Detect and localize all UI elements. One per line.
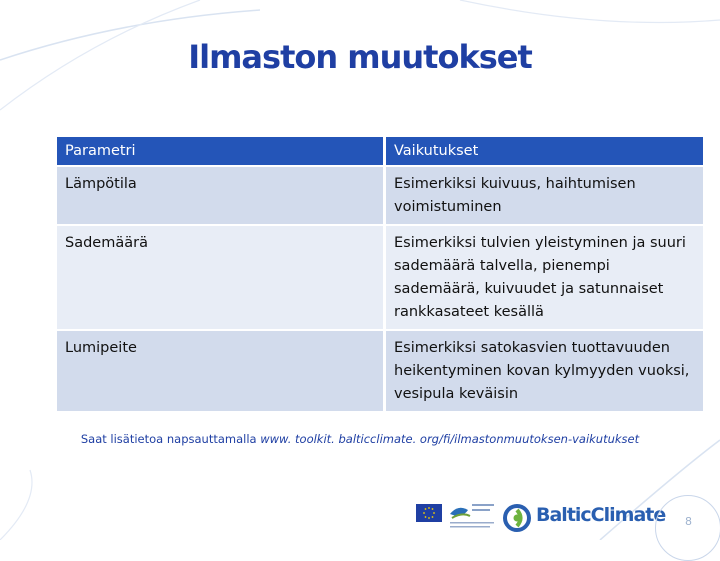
impact-cell: Esimerkiksi kuivuus, haihtumisen voimistuminen (386, 167, 703, 224)
baltic-climate-wordmark: BalticClimate (536, 504, 666, 526)
impact-cell: Esimerkiksi satokasvien tuottavuuden heikentyminen kovan kylmyyden vuoksi, vesipula keväisin (386, 331, 703, 411)
column-header-parameter: Parametri (57, 137, 383, 165)
impact-cell: Esimerkiksi tulvien yleistyminen ja suuri sademäärä talvella, pienempi sademäärä, kuivuudet ja satunnaiset rankkasateet kesällä (386, 226, 703, 329)
more-info-line (0, 432, 720, 446)
more-info-link[interactable]: www. toolkit. balticclimate. org/fi/ilmastonmuutoksen-vaikutukset (260, 432, 640, 446)
baltic-climate-swirl-icon (502, 502, 532, 534)
parameter-cell: Lumipeite (57, 331, 383, 411)
baltic-sea-region-programme-logo (446, 498, 498, 532)
page-number-circle (655, 495, 720, 561)
page-number: 8 (685, 515, 692, 528)
column-header-impacts: Vaikutukset (386, 137, 703, 165)
table-row (57, 167, 703, 224)
table-row (57, 226, 703, 329)
parameter-cell: Lämpötila (57, 167, 383, 224)
slide-title: Ilmaston muutokset (188, 38, 532, 76)
baltic-climate-logo (502, 500, 666, 536)
climate-impact-table (54, 135, 706, 413)
eu-flag-logo (416, 504, 442, 522)
table-header-row (57, 137, 703, 165)
parameter-cell: Sademäärä (57, 226, 383, 329)
more-info-prefix: Saat lisätietoa napsauttamalla (80, 432, 257, 446)
table-row (57, 331, 703, 411)
